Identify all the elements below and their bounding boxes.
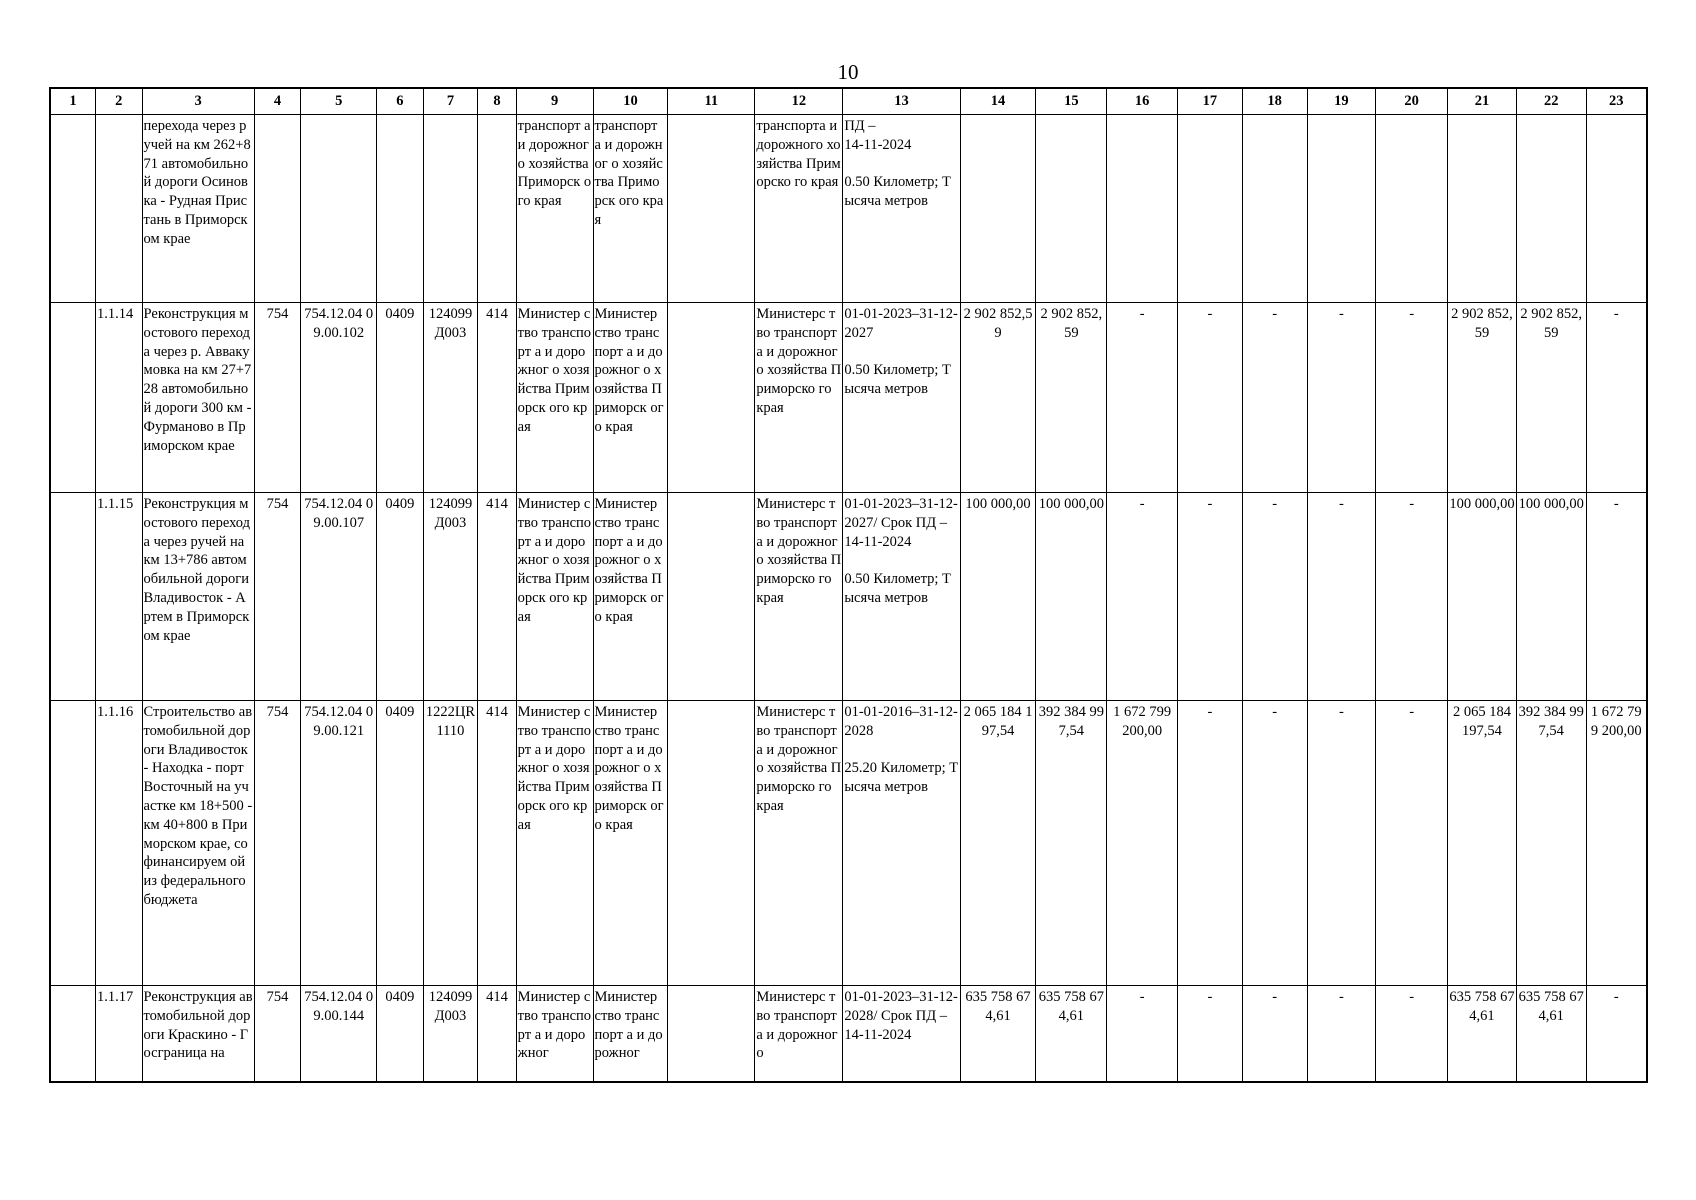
- table-cell-col-9: транспорт а и дорожног о хозяйства Приморск ого края: [516, 115, 593, 303]
- table-cell-col-11: [668, 303, 755, 493]
- table-cell-col-15: 635 758 674,61: [1036, 986, 1107, 1082]
- table-cell-col-19: -: [1307, 701, 1376, 986]
- table-cell-col-13: 01-01-2023–31-12-2027 0.50 Километр; Тысяча метров: [843, 303, 960, 493]
- table-cell-col-18: -: [1242, 701, 1307, 986]
- table-cell-col-22: 635 758 674,61: [1516, 986, 1586, 1082]
- column-header-5: 5: [301, 88, 377, 115]
- table-cell-col-19: -: [1307, 493, 1376, 701]
- column-header-15: 15: [1036, 88, 1107, 115]
- table-cell-col-22: 2 902 852,59: [1516, 303, 1586, 493]
- table-cell-col-17: -: [1178, 303, 1243, 493]
- column-header-12: 12: [755, 88, 843, 115]
- table-cell-col-18: -: [1242, 986, 1307, 1082]
- table-cell-col-19: [1307, 115, 1376, 303]
- table-cell-col-20: -: [1376, 303, 1448, 493]
- column-header-4: 4: [254, 88, 301, 115]
- table-cell-col-7: 124099 Д003: [423, 986, 478, 1082]
- table-cell-col-23: 1 672 799 200,00: [1586, 701, 1647, 986]
- table-cell-col-14: 2 065 184 197,54: [960, 701, 1036, 986]
- table-cell-col-12: Министерс тво транспорта и дорожного хозяйства Приморско го края: [755, 701, 843, 986]
- table-cell-col-23: -: [1586, 493, 1647, 701]
- table-cell-col-18: -: [1242, 303, 1307, 493]
- table-cell-col-15: 392 384 997,54: [1036, 701, 1107, 986]
- table-cell-col-4: 754: [254, 493, 301, 701]
- table-cell-col-6: 0409: [377, 303, 424, 493]
- table-cell-col-2: 1.1.17: [96, 986, 143, 1082]
- table-cell-col-16: [1107, 115, 1178, 303]
- table-cell-col-20: -: [1376, 493, 1448, 701]
- table-cell-col-5: 754.12.04 09.00.107: [301, 493, 377, 701]
- table-cell-col-21: 2 065 184 197,54: [1448, 701, 1517, 986]
- column-header-20: 20: [1376, 88, 1448, 115]
- table-cell-col-20: [1376, 115, 1448, 303]
- table-cell-col-22: 100 000,00: [1516, 493, 1586, 701]
- table-cell-col-10: Министер ство транспорт а и дорожног о хозяйства Приморск ого края: [593, 303, 668, 493]
- table-cell-col-12: транспорта и дорожного хозяйства Приморско го края: [755, 115, 843, 303]
- column-header-11: 11: [668, 88, 755, 115]
- table-cell-col-2: [96, 115, 143, 303]
- table-cell-col-1: [50, 986, 96, 1082]
- column-header-21: 21: [1448, 88, 1517, 115]
- column-header-6: 6: [377, 88, 424, 115]
- column-header-1: 1: [50, 88, 96, 115]
- table-cell-col-10: транспорт а и дорожног о хозяйства Приморск ого края: [593, 115, 668, 303]
- table-cell-col-16: -: [1107, 986, 1178, 1082]
- table-cell-col-8: 414: [478, 701, 516, 986]
- table-cell-col-8: [478, 115, 516, 303]
- table-cell-col-9: Министер ство транспорт а и дорожног о хозяйства Приморск ого края: [516, 493, 593, 701]
- table-cell-col-20: -: [1376, 986, 1448, 1082]
- table-cell-col-14: 635 758 674,61: [960, 986, 1036, 1082]
- table-cell-col-1: [50, 493, 96, 701]
- column-header-22: 22: [1516, 88, 1586, 115]
- column-header-14: 14: [960, 88, 1036, 115]
- column-header-7: 7: [423, 88, 478, 115]
- table-row: [50, 986, 1647, 1082]
- table-cell-col-5: 754.12.04 09.00.121: [301, 701, 377, 986]
- table-cell-col-11: [668, 115, 755, 303]
- column-header-13: 13: [843, 88, 960, 115]
- table-cell-col-6: 0409: [377, 701, 424, 986]
- table-cell-col-19: -: [1307, 303, 1376, 493]
- table-row: [50, 303, 1647, 493]
- data-table: [49, 87, 1648, 1083]
- table-cell-col-19: -: [1307, 986, 1376, 1082]
- table-cell-col-15: [1036, 115, 1107, 303]
- column-header-23: 23: [1586, 88, 1647, 115]
- table-cell-col-13: 01-01-2016–31-12-2028 25.20 Километр; Тысяча метров: [843, 701, 960, 986]
- table-cell-col-12: Министерс тво транспорта и дорожного хозяйства Приморско го края: [755, 303, 843, 493]
- table-cell-col-16: -: [1107, 303, 1178, 493]
- table-cell-col-8: 414: [478, 303, 516, 493]
- table-cell-col-14: [960, 115, 1036, 303]
- table-cell-col-21: [1448, 115, 1517, 303]
- table-cell-col-4: 754: [254, 701, 301, 986]
- table-cell-col-10: Министер ство транспорт а и дорожног о хозяйства Приморск ого края: [593, 493, 668, 701]
- table-cell-col-4: 754: [254, 303, 301, 493]
- table-cell-col-14: 2 902 852,59: [960, 303, 1036, 493]
- table-cell-col-23: -: [1586, 303, 1647, 493]
- table-cell-col-21: 100 000,00: [1448, 493, 1517, 701]
- table-cell-col-3: Реконструкция автомобильной дороги Краскино - Госграница на: [142, 986, 254, 1082]
- column-header-10: 10: [593, 88, 668, 115]
- table-cell-col-7: 124099 Д003: [423, 303, 478, 493]
- column-header-17: 17: [1178, 88, 1243, 115]
- column-header-18: 18: [1242, 88, 1307, 115]
- table-cell-col-20: -: [1376, 701, 1448, 986]
- table-cell-col-11: [668, 701, 755, 986]
- table-cell-col-3: Реконструкция мостового перехода через р. Аввакумовка на км 27+728 автомобильной дороги 300 км - Фурманово в Приморском крае: [142, 303, 254, 493]
- table-cell-col-12: Министерс тво транспорта и дорожного хозяйства Приморско го края: [755, 493, 843, 701]
- table-cell-col-18: -: [1242, 493, 1307, 701]
- table-cell-col-14: 100 000,00: [960, 493, 1036, 701]
- table-cell-col-21: 635 758 674,61: [1448, 986, 1517, 1082]
- table-cell-col-10: Министер ство транспорт а и дорожног о хозяйства Приморск ого края: [593, 701, 668, 986]
- table-cell-col-6: 0409: [377, 986, 424, 1082]
- table-cell-col-15: 2 902 852,59: [1036, 303, 1107, 493]
- table-cell-col-6: 0409: [377, 493, 424, 701]
- table-cell-col-11: [668, 986, 755, 1082]
- table-cell-col-9: Министер ство транспорт а и дорожног о хозяйства Приморск ого края: [516, 303, 593, 493]
- column-header-16: 16: [1107, 88, 1178, 115]
- page-number: 10: [837, 60, 859, 84]
- table-cell-col-13: ПД – 14-11-2024 0.50 Километр; Тысяча метров: [843, 115, 960, 303]
- column-header-19: 19: [1307, 88, 1376, 115]
- table-cell-col-16: -: [1107, 493, 1178, 701]
- table-cell-col-2: 1.1.16: [96, 701, 143, 986]
- table-cell-col-4: [254, 115, 301, 303]
- table-cell-col-3: перехода через ручей на км 262+871 автомобильной дороги Осиновка - Рудная Пристань в Приморском крае: [142, 115, 254, 303]
- table-cell-col-9: Министер ство транспорт а и дорожног: [516, 986, 593, 1082]
- table-cell-col-17: -: [1178, 701, 1243, 986]
- column-header-2: 2: [96, 88, 143, 115]
- table-cell-col-5: 754.12.04 09.00.144: [301, 986, 377, 1082]
- table-cell-col-5: 754.12.04 09.00.102: [301, 303, 377, 493]
- header-row: [50, 88, 1647, 115]
- table-cell-col-7: 1222ЦR 1110: [423, 701, 478, 986]
- table-row: [50, 701, 1647, 986]
- table-cell-col-23: [1586, 115, 1647, 303]
- table-cell-col-22: 392 384 997,54: [1516, 701, 1586, 986]
- column-header-8: 8: [478, 88, 516, 115]
- table-cell-col-1: [50, 701, 96, 986]
- table-cell-col-18: [1242, 115, 1307, 303]
- table-cell-col-16: 1 672 799 200,00: [1107, 701, 1178, 986]
- table-cell-col-4: 754: [254, 986, 301, 1082]
- table-cell-col-6: [377, 115, 424, 303]
- table-cell-col-17: -: [1178, 986, 1243, 1082]
- table-cell-col-23: -: [1586, 986, 1647, 1082]
- column-header-9: 9: [516, 88, 593, 115]
- table-cell-col-2: 1.1.15: [96, 493, 143, 701]
- table-cell-col-12: Министерс тво транспорта и дорожного: [755, 986, 843, 1082]
- table-cell-col-8: 414: [478, 493, 516, 701]
- table-cell-col-22: [1516, 115, 1586, 303]
- column-header-3: 3: [142, 88, 254, 115]
- table-cell-col-1: [50, 115, 96, 303]
- table-cell-col-2: 1.1.14: [96, 303, 143, 493]
- table-cell-col-5: [301, 115, 377, 303]
- table-cell-col-3: Строительство автомобильной дороги Владивосток - Находка - порт Восточный на участке км 18+500 - км 40+800 в Приморском крае, софинансируем ой из федерального бюджета: [142, 701, 254, 986]
- table-cell-col-7: 124099 Д003: [423, 493, 478, 701]
- table-row: [50, 115, 1647, 303]
- table-cell-col-7: [423, 115, 478, 303]
- table-cell-col-10: Министер ство транспорт а и дорожног: [593, 986, 668, 1082]
- table-cell-col-11: [668, 493, 755, 701]
- table-row: [50, 493, 1647, 701]
- table-cell-col-15: 100 000,00: [1036, 493, 1107, 701]
- table-cell-col-13: 01-01-2023–31-12-2028/ Срок ПД – 14-11-2024: [843, 986, 960, 1082]
- table-cell-col-8: 414: [478, 986, 516, 1082]
- table-cell-col-17: -: [1178, 493, 1243, 701]
- table-cell-col-17: [1178, 115, 1243, 303]
- table-cell-col-3: Реконструкция мостового перехода через ручей на км 13+786 автомобильной дороги Владивосток - Артем в Приморском крае: [142, 493, 254, 701]
- table-cell-col-1: [50, 303, 96, 493]
- table-cell-col-9: Министер ство транспорт а и дорожног о хозяйства Приморск ого края: [516, 701, 593, 986]
- table-cell-col-21: 2 902 852,59: [1448, 303, 1517, 493]
- table-cell-col-13: 01-01-2023–31-12-2027/ Срок ПД – 14-11-2024 0.50 Километр; Тысяча метров: [843, 493, 960, 701]
